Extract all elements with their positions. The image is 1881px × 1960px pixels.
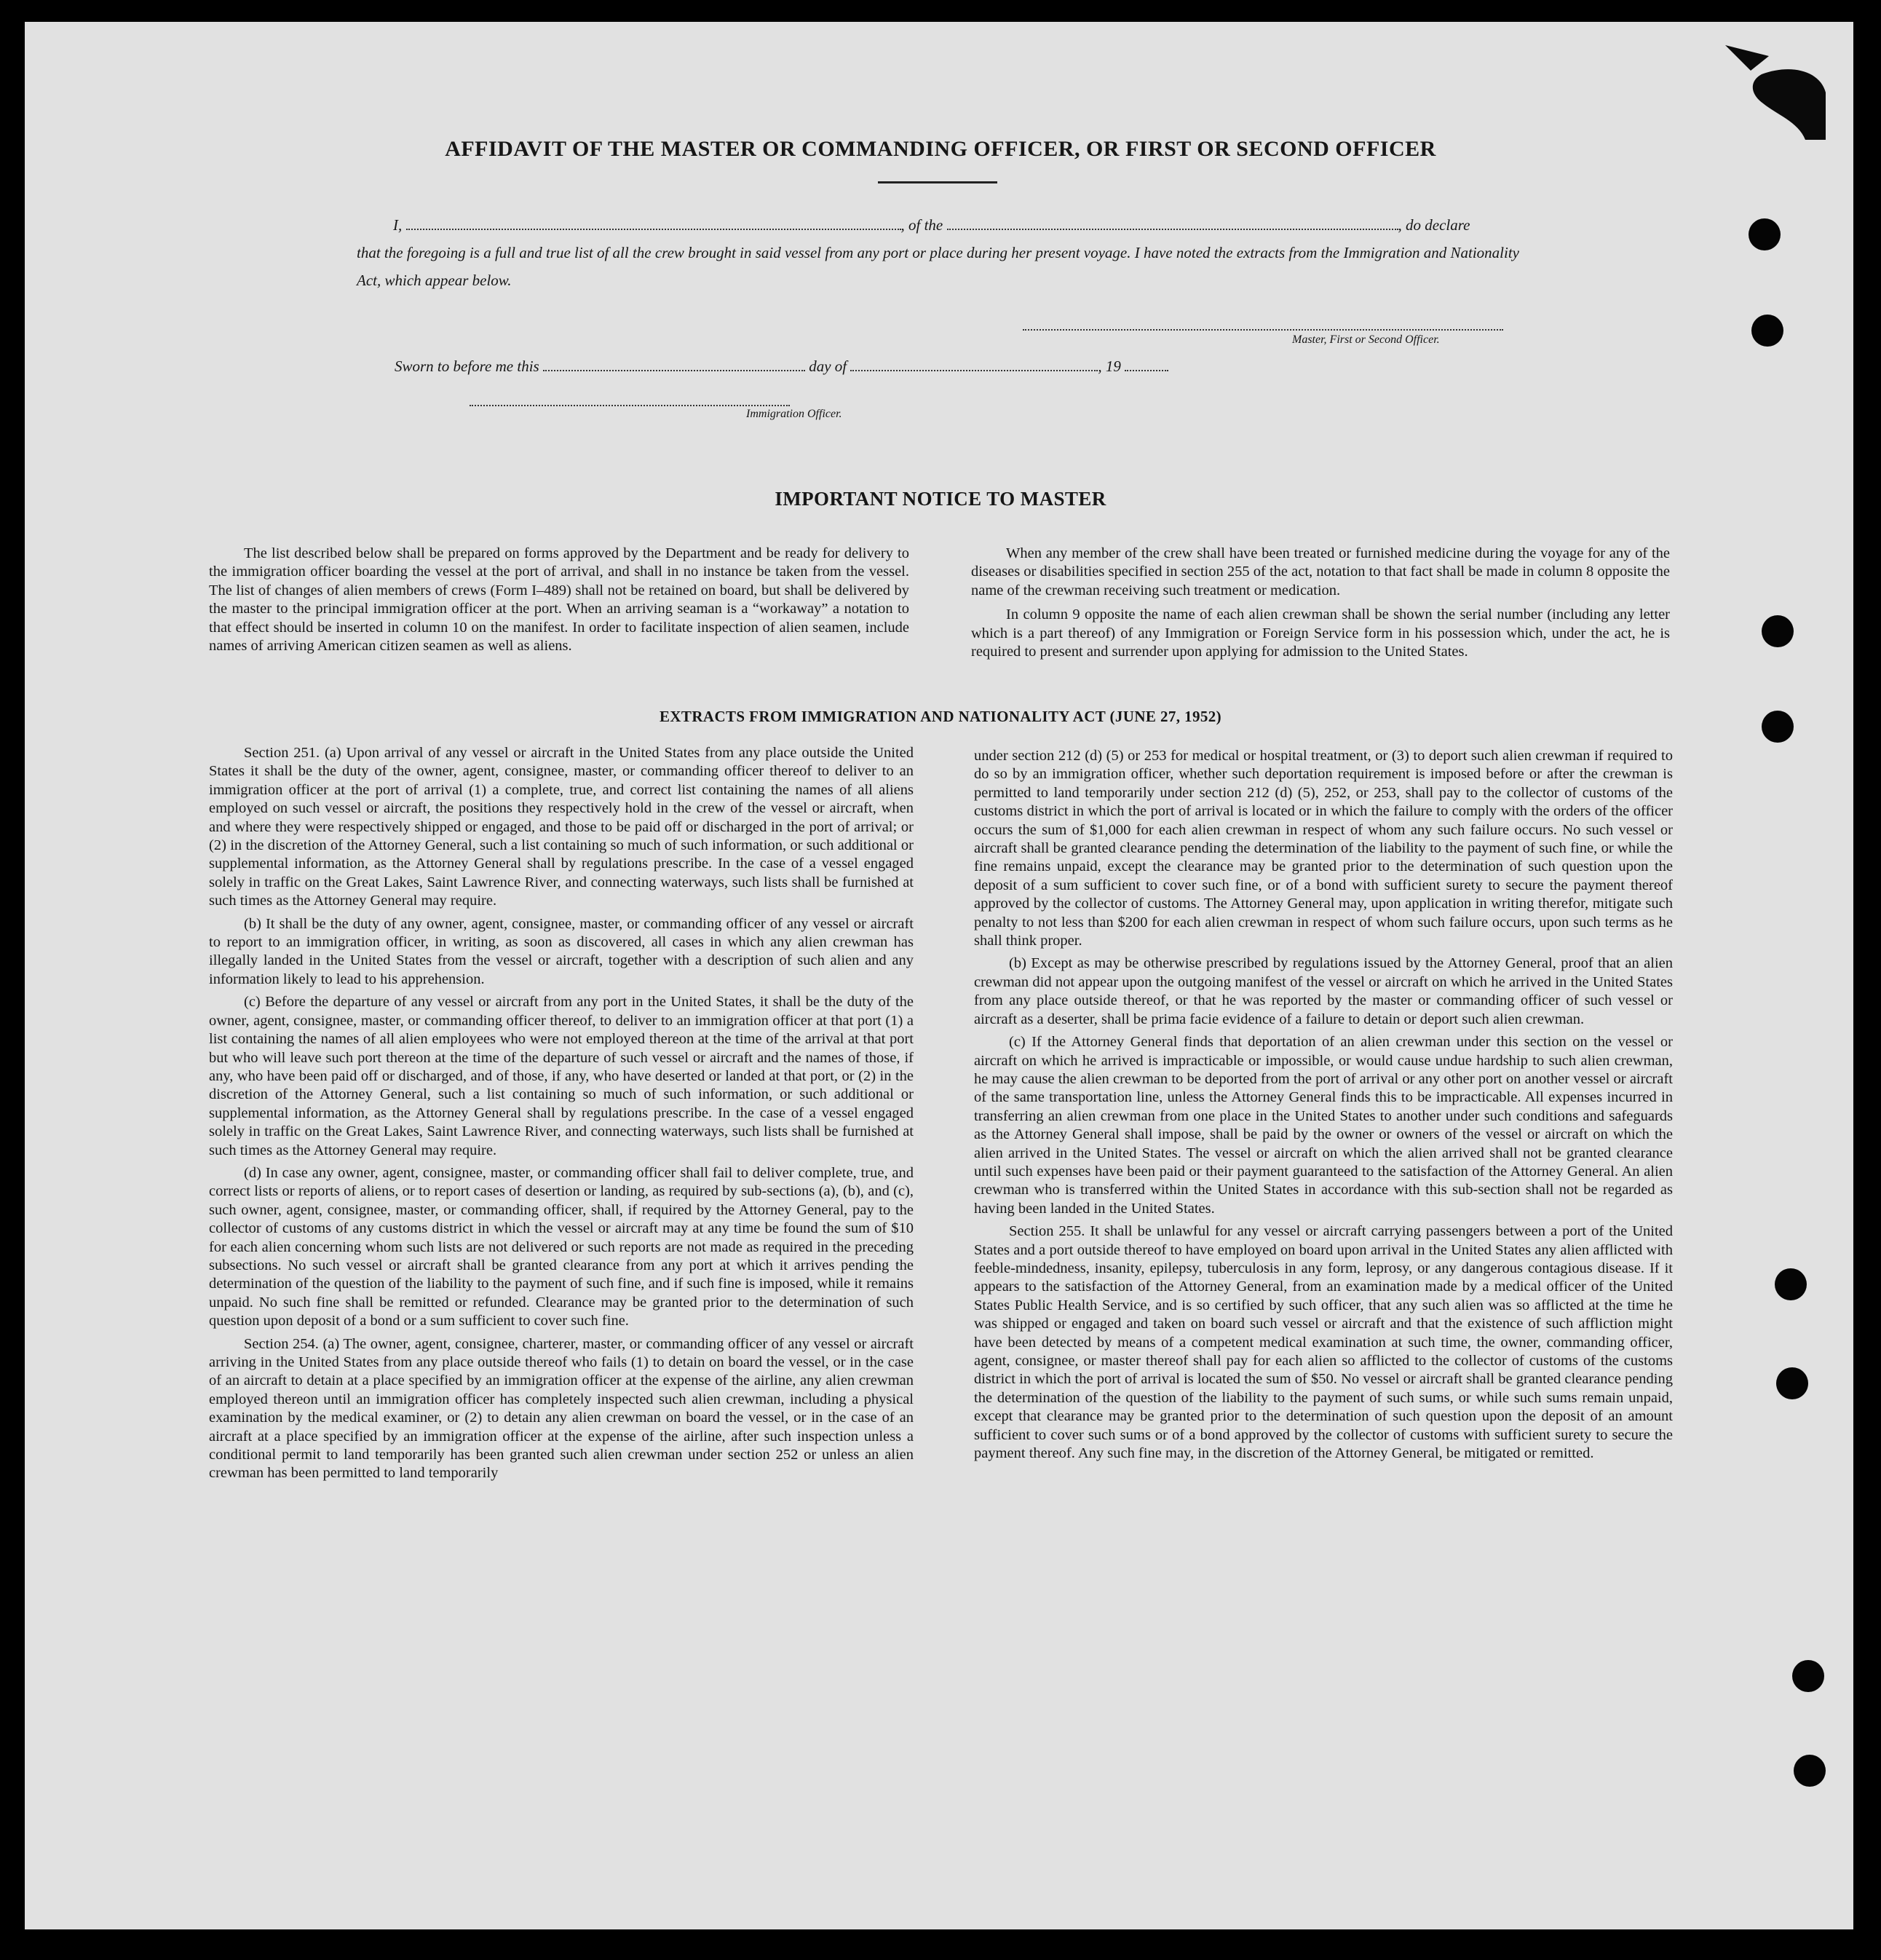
notice-left-paragraph: The list described below shall be prepared on forms approved by the Department and be ready for delivery to the immigration officer boarding the vessel at the port of arrival, and shall in no instance be taken from the vessel. The list of changes of alien members of crews (Form I–489) shall not be retained on board, but shall be delivered by the master to the principal immigration officer at the port. When an arriving seaman is a “workaway” a notation to that effect should be inserted in column 10 on the manifest. In order to facilitate inspection of alien seamen, include names of arriving American citizen seamen as well as aliens. — [209, 545, 909, 655]
master-caption: Master, First or Second Officer. — [1292, 333, 1440, 346]
punch-hole — [1792, 1660, 1824, 1692]
year-label: , 19 — [1098, 357, 1121, 375]
torn-corner-mark — [1682, 31, 1827, 140]
notice-right-paragraph: In column 9 opposite the name of each alien crewman shall be shown the serial number (including any letter which is a part thereof) of any Immigration or Foreign Service form in his possession which, under the act, he is required to present and surrender upon applying for admission to the United States. — [971, 606, 1670, 660]
do-declare-label: , do declare — [1398, 216, 1470, 234]
extracts-title: EXTRACTS FROM IMMIGRATION AND NATIONALITY ACT (JUNE 27, 1952) — [659, 708, 1222, 725]
i-label: I, — [393, 216, 403, 234]
master-signature-line[interactable] — [1023, 329, 1503, 331]
extract-paragraph: Section 255. It shall be unlawful for any vessel or aircraft carrying passengers between a port of the United States and a port outside thereof to have employed on board upon arrival in the United States any alien afflicted with feeble-mindedness, insanity, epilepsy, tuberculosis in any form, leprosy, or any dangerous contagious disease. If it appears to the satisfaction of the Attorney General, from an examination made by a medical officer of the United States Public Health Service, and is so certified by such officer, that any such alien was so afflicted at the time he was shipped or engaged and taken on board such vessel or aircraft and that the existence of such affliction might have been detected by means of a competent medical examination at such time, the owner, commanding officer, agent, consignee, or master thereof shall pay for each alien so afflicted to the collector of customs of the customs district in which the port of arrival is located the sum of $50. No vessel or aircraft shall be granted clearance pending the determination of the question of the liability to the payment of such sums, or while such sums remain unpaid, except that clearance may be granted prior to the determination of such question upon the deposit of an amount sufficient to cover such sums or of a bond approved by the collector of customs with sufficient surety to secure the payment thereof. Any such fine may, in the discretion of the Attorney General, be mitigated or remitted. — [974, 1223, 1673, 1462]
day-of-label: day of — [809, 357, 847, 375]
sworn-day-field[interactable] — [543, 358, 805, 371]
extract-paragraph: (d) In case any owner, agent, consignee, master, or commanding officer shall fail to deliver complete, true, and correct lists or reports of aliens, or to report cases of desertion or landing, as required by sub-sections (a), (b), and (c), such owner, agent, consignee, master, or commanding officer, shall, if required by the Attorney General, pay to the collector of customs of any customs district in which the vessel or aircraft may at any time be found the sum of $10 for each alien concerning whom such lists are not delivered or such reports are not made as required in the preceding subsections. No such vessel or aircraft shall be granted clearance from any port at which it arrives pending the determination of the question of the liability to the payment of such fine, and if such fine is imposed, while it remains unpaid. No such fine shall be remitted or refunded. Clearance may be granted prior to the determination of such question upon deposit of a bond or a sum sufficient to cover such fine. — [209, 1164, 914, 1329]
notice-left-column — [209, 545, 909, 655]
sworn-year-field[interactable] — [1125, 358, 1168, 371]
name-field[interactable] — [406, 217, 901, 230]
title-underline — [878, 181, 997, 183]
extract-paragraph: under section 212 (d) (5) or 253 for medical or hospital treatment, or (3) to deport such alien crewman if required to do so by an immigration officer, whether such deportation requirement is imposed before or after the crewman is permitted to land temporarily under section 212 (d) (5), 252, or 253, shall pay to the collector of customs of the customs district in which the port of arrival is located or in which the failure to comply with the orders of the officer occurs the sum of $1,000 for each alien crewman in respect of whom any such failure occurs. No such vessel or aircraft shall be granted clearance pending the determination of the liability to the payment of such fine, or while the fine remains unpaid, except the clearance may be granted prior to the determination of such question upon the deposit of a sum sufficient to cover such fine, or of a bond with sufficient surety to secure the payment thereof approved by the collector of customs. The Attorney General may, upon application in writing therefor, mitigate such penalty to not less than $200 for each alien crewman in respect of whom such failure occurs, upon such terms as he shall think proper. — [974, 748, 1673, 949]
extract-paragraph: Section 251. (a) Upon arrival of any vessel or aircraft in the United States from any place outside the United States it shall be the duty of the owner, agent, consignee, master, or commanding officer thereof to deliver to an immigration officer at the port of arrival (1) a complete, true, and correct list containing the names of all aliens employed on such vessel or aircraft, the positions they respectively hold in the crew of the vessel or aircraft, when and where they were respectively shipped or engaged, and those to be paid off or discharged in the port of arrival; or (2) in the discretion of the Attorney General, such a list containing so much of such information, or such additional or supplemental information, as the Attorney General shall by regulations prescribe. In the case of a vessel engaged solely in traffic on the Great Lakes, Saint Lawrence River, and connecting waterways, such lists shall be furnished at such times as the Attorney General may require. — [209, 745, 914, 909]
extract-paragraph: (b) Except as may be otherwise prescribed by regulations issued by the Attorney General, proof that an alien crewman did not appear upon the outgoing manifest of the vessel or aircraft on which he arrived in the United States from any place outside thereof, or that he was reported by the master or commanding officer of such vessel or aircraft as a deserter, shall be prima facie evidence of a failure to detain or deport such alien crewman. — [974, 955, 1673, 1027]
punch-hole — [1794, 1755, 1826, 1787]
extract-paragraph: Section 254. (a) The owner, agent, consignee, charterer, master, or commanding officer of any vessel or aircraft arriving in the United States from any place outside thereof who fails (1) to detain on board the vessel, or in the case of an aircraft to detain at a place specified by an immigration officer at the expense of the airline, any alien crewman employed thereon until an immigration officer has completely inspected such alien crewman, including a physical examination by the medical examiner, or (2) to detain any alien crewman on board the vessel, or in the case of an aircraft at a place specified by an immigration officer at the expense of the airline, after such inspection unless a conditional permit to land temporarily has been granted such alien crewman under section 252 or unless an alien crewman has been permitted to land temporarily — [209, 1335, 914, 1482]
sworn-line — [395, 352, 1268, 380]
punch-hole — [1762, 615, 1794, 647]
vessel-field[interactable] — [947, 217, 1398, 230]
officer-signature-line[interactable] — [470, 405, 790, 406]
declaration-text: that the foregoing is a full and true list of all the crew brought in said vessel from any port or place during her present voyage. I have noted the extracts from the Immigration and Nationality Act, which appear below. — [357, 244, 1519, 289]
officer-caption: Immigration Officer. — [746, 408, 842, 420]
extract-paragraph: (b) It shall be the duty of any owner, agent, consignee, master, or commanding officer of any vessel or aircraft to report to an immigration officer, in writing, as soon as discovered, all cases in which any alien crewman has illegally landed in the United States from the vessel or aircraft, together with a description of such alien and any information likely to lead to his apprehension. — [209, 915, 914, 987]
punch-hole — [1751, 315, 1783, 347]
extracts-right-column — [974, 747, 1673, 1467]
sworn-month-field[interactable] — [850, 358, 1098, 371]
declaration-line — [393, 211, 1521, 239]
punch-hole — [1776, 1367, 1808, 1399]
notice-right-paragraph: When any member of the crew shall have been treated or furnished medicine during the voyage for any of the diseases or disabilities specified in section 255 of the act, notation to that fact shall be made in column 8 opposite the name of the crewman receiving such treatment or medication. — [971, 545, 1670, 598]
sworn-label: Sworn to before me this — [395, 357, 539, 375]
notice-right-column — [971, 545, 1670, 665]
punch-hole — [1749, 218, 1781, 250]
extracts-left-column — [209, 744, 914, 1487]
of-the-label: , of the — [900, 216, 943, 234]
extract-paragraph: (c) Before the departure of any vessel or aircraft from any port in the United States, it shall be the duty of the owner, agent, consignee, master, or commanding officer thereof, to deliver to an immigration officer at that port (1) a list containing the names of all alien employees who were not employed thereon at the time of the arrival at that port but who will leave such port thereon at the time of the departure of such vessel or aircraft and the names of those, if any, who have been paid off or discharged, and of those, if any, who have deserted or landed at that port, or (2) in the discretion of the Attorney General, such a list containing so much of such information, or such additional or supplemental information, as the Attorney General shall by regulations prescribe. In the case of a vessel engaged solely in traffic on the Great Lakes, Saint Lawrence River, and connecting waterways, such lists shall be furnished at such times as the Attorney General may require. — [209, 994, 914, 1158]
notice-title: IMPORTANT NOTICE TO MASTER — [775, 488, 1106, 510]
punch-hole — [1775, 1268, 1807, 1300]
extract-paragraph: (c) If the Attorney General finds that deportation of an alien crewman under this section on the vessel or aircraft on which he arrived is impracticable or impossible, or would cause undue hardship to such alien crewman, he may cause the alien crewman to be deported from the port of arrival or any other port on another vessel or aircraft of the same transportation line, unless the Attorney General finds this to be impracticable. All expenses incurred in transferring an alien crewman from one place in the United States to another under such conditions and safeguards as the Attorney General shall impose, shall be paid by the owner or owners of the vessel or aircraft on which the alien arrived in the United States. The vessel or aircraft on which the alien arrived shall not be granted clearance until such expenses have been paid or their payment guaranteed to the satisfaction of the Attorney General. An alien crewman who is transferred within the United States in accordance with this sub-section shall not be regarded as having been landed in the United States. — [974, 1034, 1673, 1217]
affidavit-title: AFFIDAVIT OF THE MASTER OR COMMANDING OFFICER, OR FIRST OR SECOND OFFICER — [445, 137, 1436, 161]
